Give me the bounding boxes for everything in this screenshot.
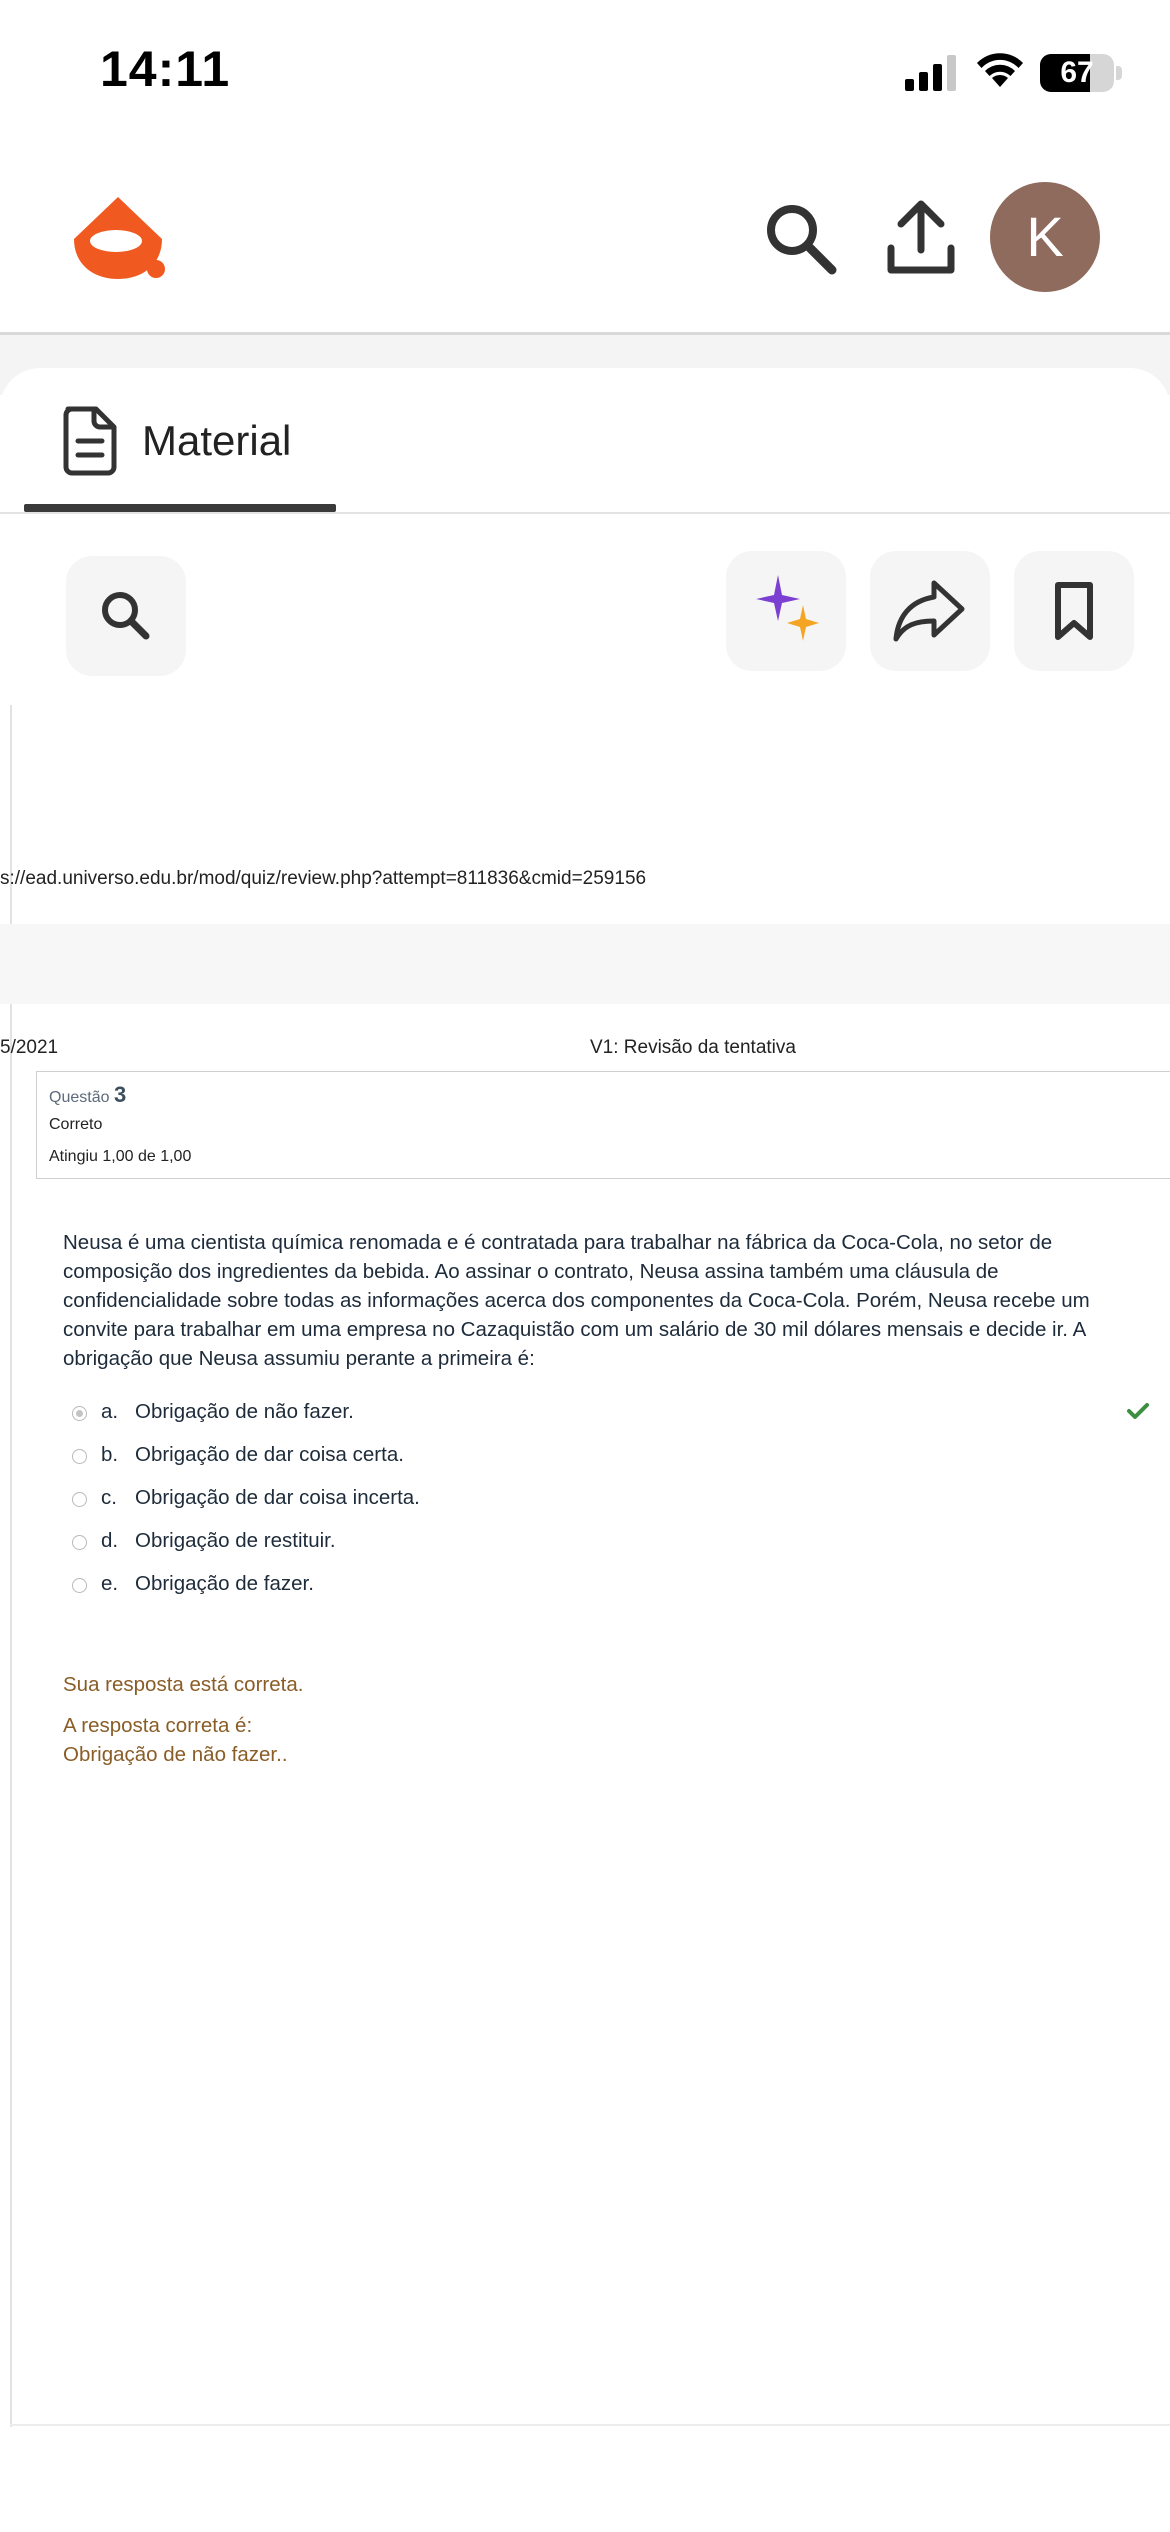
answer-feedback [63, 1670, 303, 1769]
feedback-correct-label: A resposta correta é: [63, 1714, 253, 1737]
cellular-signal-icon [905, 55, 961, 91]
answer-radio[interactable] [72, 1406, 87, 1421]
answer-radio[interactable] [72, 1535, 87, 1550]
answer-text: Obrigação de dar coisa incerta. [135, 1486, 420, 1509]
answer-letter: b. [101, 1443, 119, 1466]
answer-text: Obrigação de restituir. [135, 1529, 336, 1552]
tab-material-label: Material [142, 417, 292, 464]
upload-icon[interactable] [885, 198, 957, 278]
document-bottom-edge [10, 2424, 1170, 2426]
tab-active-indicator [24, 504, 336, 512]
battery-indicator [1040, 54, 1114, 92]
wifi-icon [975, 50, 1025, 90]
question-grade: Atingiu 1,00 de 1,00 [49, 1148, 192, 1165]
question-info-box [36, 1071, 1170, 1179]
tab-material[interactable] [24, 395, 336, 513]
document-date: 5/2021 [0, 1037, 59, 1058]
share-button[interactable] [870, 551, 990, 671]
correct-check-icon [1126, 1401, 1150, 1421]
bookmark-button[interactable] [1014, 551, 1134, 671]
page-separator [0, 924, 1170, 1004]
answer-radio[interactable] [72, 1578, 87, 1593]
bookmark-icon [1014, 551, 1134, 671]
answer-text: Obrigação de dar coisa certa. [135, 1443, 404, 1466]
question-text: Neusa é uma cientista química renomada e é contratada para trabalhar na fábrica da Coca-Cola, no setor de composição dos ingredientes da bebida. Ao assinar o contrato, Neusa assina também uma cláusula de confidencialidade sobre todas as informações acerca dos componentes da Coca-Cola. Porém, Neusa recebe um convite para trabalhar em uma empresa no Cazaquistão com um salário de 30 mil dólares mensais e decide ir. A obrigação que Neusa assumiu perante a primeira é: [63, 1231, 1090, 1370]
feedback-result: Sua resposta está correta. [63, 1673, 304, 1696]
answer-letter: d. [101, 1529, 119, 1552]
app-logo-icon[interactable] [70, 195, 166, 281]
document-page-title: V1: Revisão da tentativa [590, 1037, 796, 1058]
status-time: 14:11 [100, 41, 231, 97]
answer-letter: c. [101, 1486, 117, 1509]
document-icon [60, 405, 120, 477]
answer-letter: e. [101, 1572, 119, 1595]
answer-radio[interactable] [72, 1449, 87, 1464]
search-icon[interactable] [760, 198, 840, 278]
answer-text: Obrigação de fazer. [135, 1572, 314, 1595]
question-number: 3 [113, 1082, 127, 1107]
search-icon [66, 556, 186, 676]
battery-percent: 67 [1060, 56, 1094, 89]
share-arrow-icon [870, 551, 990, 671]
avatar[interactable]: K [990, 182, 1100, 292]
answer-letter: a. [101, 1400, 119, 1423]
feedback-correct-answer: Obrigação de não fazer.. [63, 1743, 288, 1766]
question-state: Correto [49, 1116, 103, 1133]
question-label [49, 1082, 126, 1108]
answer-text: Obrigação de não fazer. [135, 1400, 354, 1423]
answer-radio[interactable] [72, 1492, 87, 1507]
tab-divider [0, 512, 1170, 514]
question-label-text: Questão [49, 1089, 110, 1106]
document-search-button[interactable] [66, 556, 186, 676]
sparkle-icon [726, 551, 846, 671]
document-url: s://ead.universo.edu.br/mod/quiz/review.php?attempt=811836&cmid=259156 [0, 868, 647, 889]
ai-assistant-button[interactable] [726, 551, 846, 671]
